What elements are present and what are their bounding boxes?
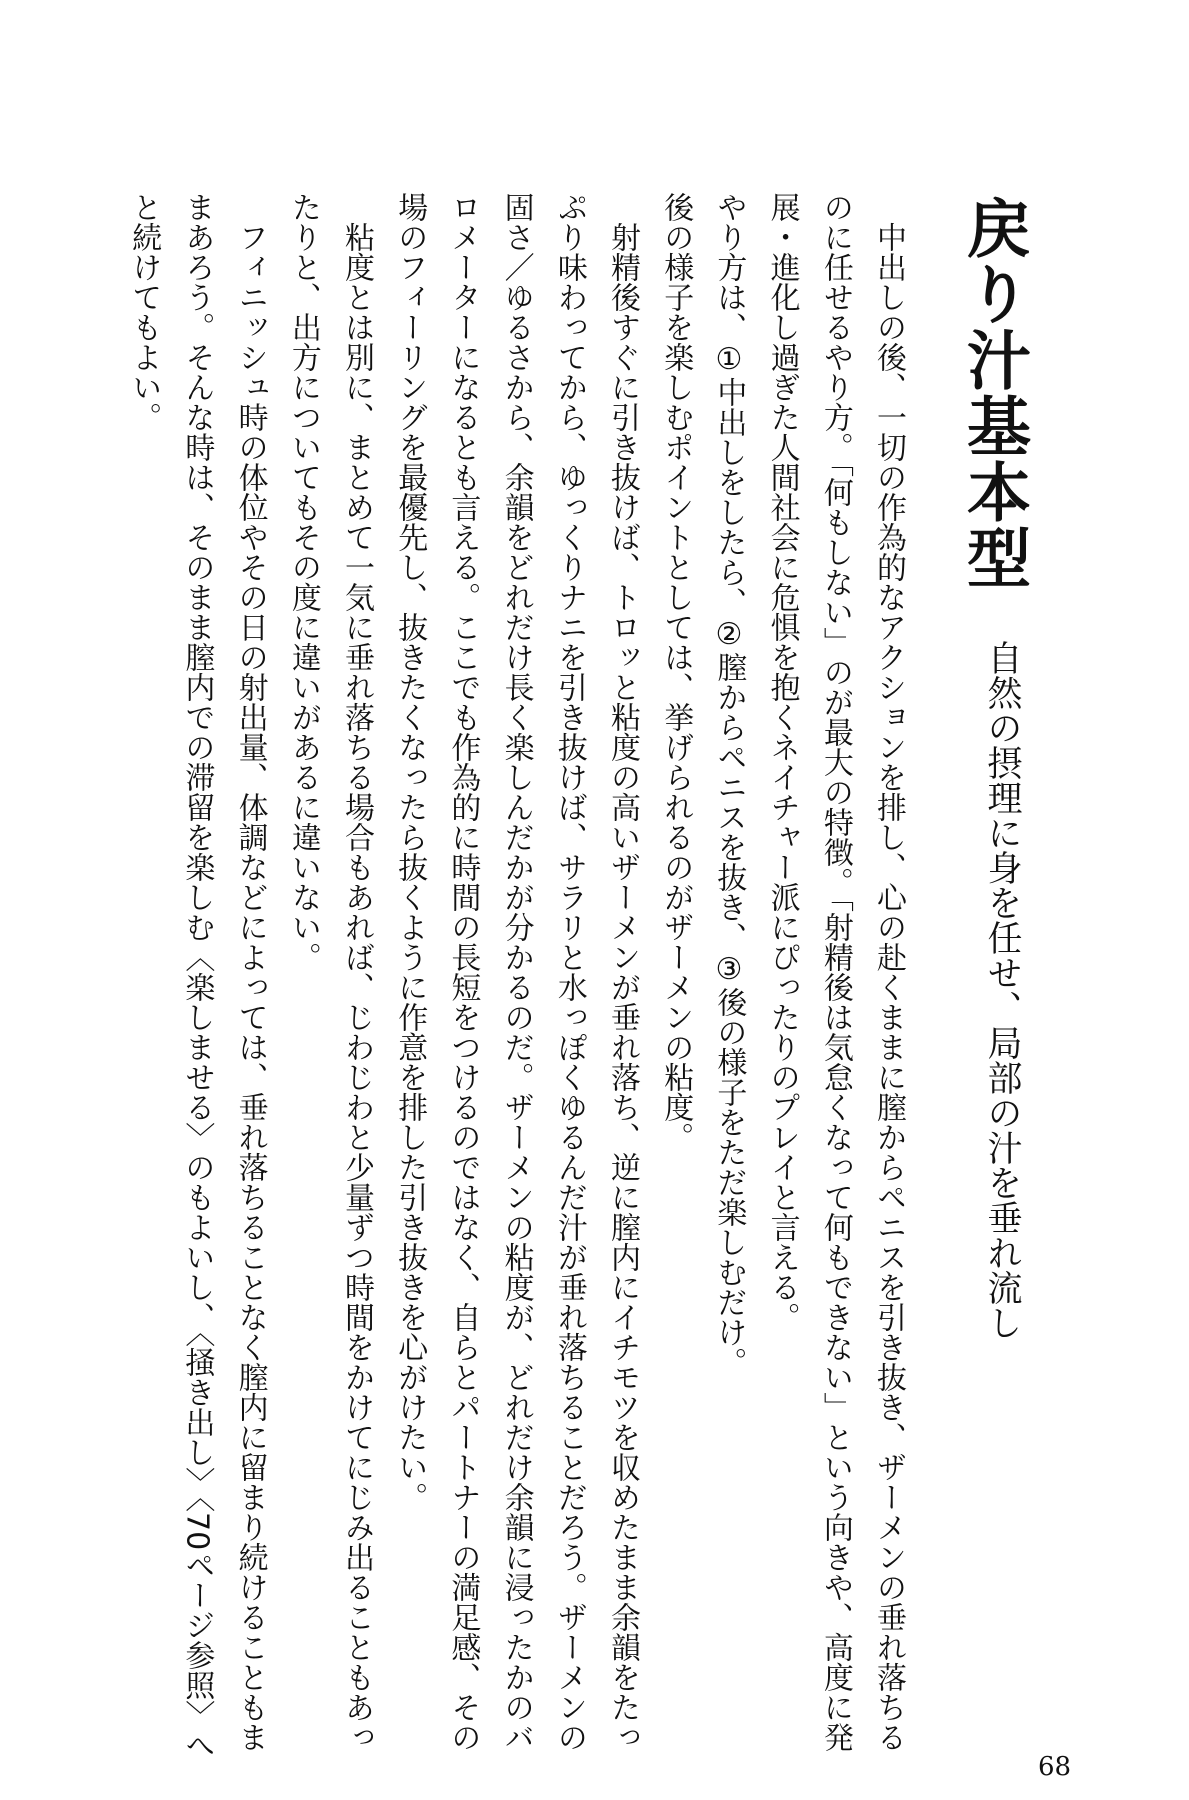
text-column: ロメーターになるとも言える。ここでも作為的に時間の長短をつけるのではなく、自らとパートナーの満足感、その: [445, 192, 481, 1752]
text-column: 中出しの後、一切の作為的なアクションを排し、心の赴くままに膣からペニスを引き抜き、ザーメンの垂れ落ちる: [871, 222, 906, 1752]
page-number: 68: [1038, 1752, 1072, 1782]
text-column: のに任せるやり方。「何もしない」のが最大の特徴。「射精後は気怠くなって何もできない」という向きや、高度に発: [817, 192, 853, 1752]
text-column: たりと、出方についてもその度に違いがあるに違いない。: [285, 192, 321, 972]
text-column: 展・進化し過ぎた人間社会に危惧を抱くネイチャー派にぴったりのプレイと言える。: [764, 192, 800, 1332]
section-title: 戻り汁基本型: [956, 195, 1030, 591]
text-column: 粘度とは別に、まとめて一気に垂れ落ちる場合もあれば、じわじわと少量ずつ時間をかけてにじみ出ることもあっ: [339, 222, 374, 1752]
text-column: と続けてもよい。: [126, 192, 162, 432]
text-column: 固さ／ゆるさから、余韻をどれだけ長く楽しんだかが分かるのだ。ザーメンの粘度が、どれだけ余韻に浸ったかのバ: [498, 192, 534, 1752]
text-column: ぷり味わってから、ゆっくりナニを引き抜けば、サラリと水っぽくゆるんだ汁が垂れ落ちることだろう。ザーメンの: [551, 192, 587, 1752]
text-column: まあろう。そんな時は、そのまま膣内での滞留を楽しむ〈楽しませる〉のもよいし、〈掻き出し〉〈70ページ参照〉へ: [179, 192, 215, 1761]
text-column: 射精後すぐに引き抜けば、トロッと粘度の高いザーメンが垂れ落ち、逆に膣内にイチモツを収めたまま余韻をたっ: [605, 222, 640, 1752]
text-column: 後の様子を楽しむポイントとしては、挙げられるのがザーメンの粘度。: [658, 192, 694, 1152]
section-subtitle: 自然の摂理に身を任せ、局部の汁を垂れ流し: [982, 640, 1022, 1340]
text-column: フィニッシュ時の体位やその日の射出量、体調などによっては、垂れ落ちることなく膣内に留まり続けることもま: [232, 222, 268, 1752]
text-column: 場のフィーリングを最優先し、抜きたくなったら抜くように作意を排した引き抜きを心がけたい。: [392, 192, 428, 1512]
text-column: やり方は、①中出しをしたら、②膣からペニスを抜き、③後の様子をただ楽しむだけ。: [711, 192, 747, 1377]
